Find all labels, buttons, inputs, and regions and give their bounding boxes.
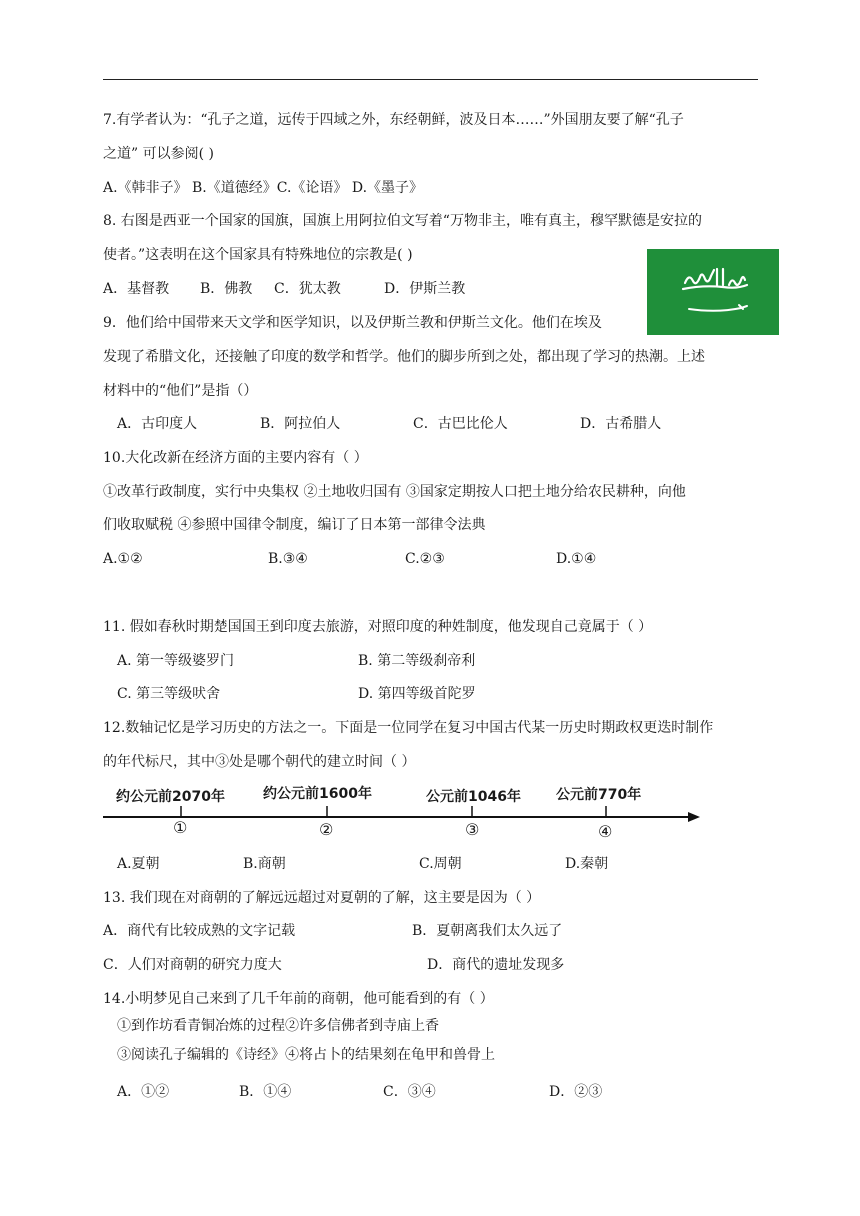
q9-option-c: C．古巴比伦人 bbox=[413, 416, 508, 432]
timeline-marker-1: ① bbox=[173, 818, 188, 837]
q10-option-b: B.③④ bbox=[268, 551, 308, 567]
q11-option-c: C. 第三等级吠舍 bbox=[117, 686, 221, 702]
q7-stem-line2: 之道” 可以参阅( ) bbox=[103, 146, 214, 162]
q12-stem-line1: 12.数轴记忆是学习历史的方法之一。下面是一位同学在复习中国古代某一历史时期政权更迭时制作 bbox=[103, 720, 714, 736]
q14-option-d: D．②③ bbox=[549, 1084, 603, 1100]
timeline-label-2: 约公元前1600年 bbox=[263, 786, 372, 802]
q7-stem-line1: 7.有学者认为：“孔子之道，远传于四域之外，东经朝鲜，波及日本……”外国朋友要了解“孔子 bbox=[103, 112, 684, 128]
q10-option-a: A.①② bbox=[103, 551, 143, 567]
q8-option-a: A．基督教 bbox=[103, 281, 170, 297]
q10-stem-line3: 们收取赋税 ④参照中国律令制度，编订了日本第一部律令法典 bbox=[103, 517, 486, 533]
q9-stem-line3: 材料中的“他们”是指（） bbox=[103, 383, 258, 399]
timeline-label-1: 约公元前2070年 bbox=[116, 789, 225, 805]
q14-option-b: B．①④ bbox=[239, 1084, 292, 1100]
header-rule bbox=[103, 79, 758, 80]
q13-option-d: D．商代的遗址发现多 bbox=[427, 957, 565, 973]
q11-option-d: D. 第四等级首陀罗 bbox=[358, 686, 476, 702]
saudi-flag-icon bbox=[647, 249, 779, 335]
q9-option-a: A．古印度人 bbox=[117, 416, 198, 432]
timeline-marker-3: ③ bbox=[465, 820, 480, 839]
q12-option-b: B.商朝 bbox=[243, 856, 286, 872]
q8-option-b: B．佛教 bbox=[200, 281, 253, 297]
q14-option-c: C．③④ bbox=[383, 1084, 436, 1100]
q8-option-c: C．犹太教 bbox=[274, 281, 341, 297]
q9-stem-line2: 发现了希腊文化，还接触了印度的数学和哲学。他们的脚步所到之处，都出现了学习的热潮。上述 bbox=[103, 349, 705, 365]
q10-stem-line1: 10.大化改新在经济方面的主要内容有（ ） bbox=[103, 450, 368, 466]
q8-stem-line1: 8. 右图是西亚一个国家的国旗，国旗上用阿拉伯文写着“万物非主，唯有真主，穆罕默德是安拉的 bbox=[103, 213, 702, 229]
q8-stem-line2: 使者。”这表明在这个国家具有特殊地位的宗教是( ) bbox=[103, 247, 413, 263]
q12-option-c: C.周朝 bbox=[419, 856, 462, 872]
timeline-label-4: 公元前770年 bbox=[556, 787, 642, 803]
q9-option-d: D．古希腊人 bbox=[580, 416, 662, 432]
q11-stem-line1: 11. 假如春秋时期楚国国王到印度去旅游，对照印度的种姓制度，他发现自己竟属于（ ） bbox=[103, 619, 653, 635]
q10-option-d: D.①④ bbox=[556, 551, 597, 567]
q13-option-c: C．人们对商朝的研究力度大 bbox=[103, 957, 282, 973]
q12-option-a: A.夏朝 bbox=[117, 856, 160, 872]
q10-option-c: C.②③ bbox=[405, 551, 445, 567]
q11-option-a: A. 第一等级婆罗门 bbox=[117, 653, 235, 669]
q14-stem-line3: ③阅读孔子编辑的《诗经》④将占卜的结果刻在龟甲和兽骨上 bbox=[117, 1047, 495, 1063]
q9-stem-line1: 9．他们给中国带来天文学和医学知识，以及伊斯兰教和伊斯兰文化。他们在埃及 bbox=[103, 315, 602, 331]
q11-option-b: B. 第二等级刹帝利 bbox=[358, 653, 476, 669]
timeline-label-3: 公元前1046年 bbox=[426, 789, 521, 805]
q13-option-b: B．夏朝离我们太久远了 bbox=[412, 923, 563, 939]
q13-option-a: A．商代有比较成熟的文字记载 bbox=[103, 923, 296, 939]
q7-options: A.《韩非子》 B.《道德经》C.《论语》 D.《墨子》 bbox=[103, 180, 424, 196]
q13-stem-line1: 13. 我们现在对商朝的了解远远超过对夏朝的了解，这主要是因为（ ） bbox=[103, 890, 541, 906]
q12-option-d: D.秦朝 bbox=[565, 856, 609, 872]
timeline-marker-4: ④ bbox=[598, 822, 613, 841]
q8-option-d: D．伊斯兰教 bbox=[384, 281, 466, 297]
q10-stem-line2: ①改革行政制度，实行中央集权 ②土地收归国有 ③国家定期按人口把土地分给农民耕种，向他 bbox=[103, 484, 686, 500]
q14-option-a: A．①② bbox=[117, 1084, 170, 1100]
q9-option-b: B．阿拉伯人 bbox=[260, 416, 341, 432]
q14-stem-line1: 14.小明梦见自己来到了几千年前的商朝，他可能看到的有（ ） bbox=[103, 991, 494, 1007]
q12-stem-line2: 的年代标尺，其中③处是哪个朝代的建立时间（ ） bbox=[103, 754, 416, 770]
q14-stem-line2: ①到作坊看青铜冶炼的过程②许多信佛者到寺庙上香 bbox=[117, 1018, 439, 1034]
timeline-marker-2: ② bbox=[319, 820, 334, 839]
